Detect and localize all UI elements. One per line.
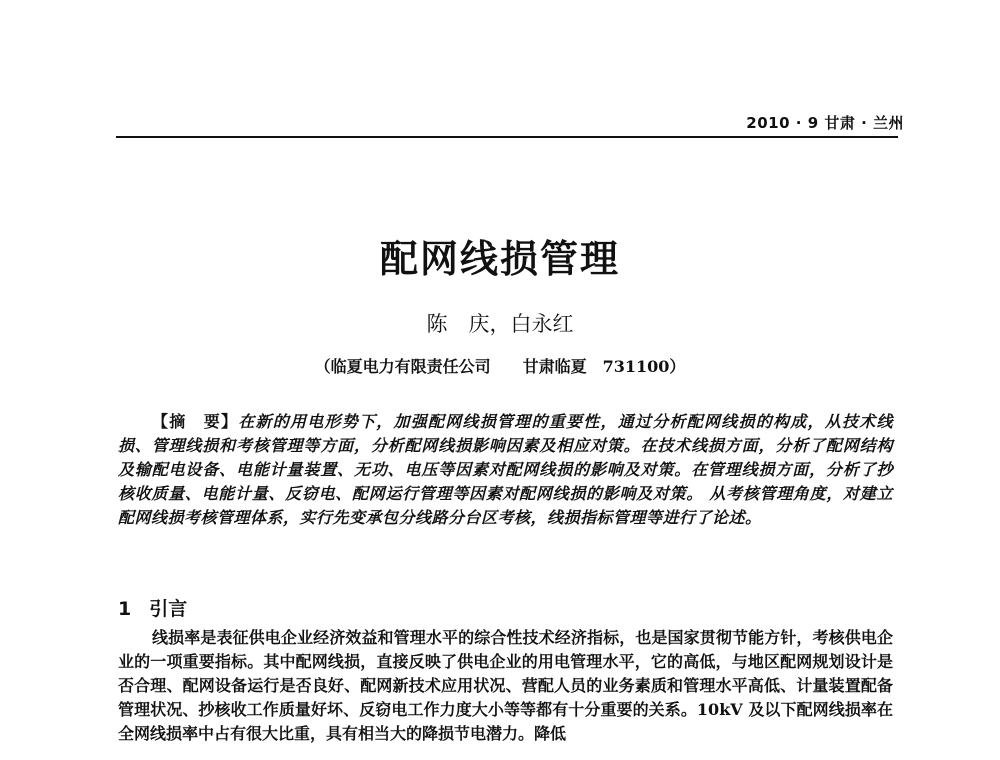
section-number: 1 [118,598,132,620]
section-heading [118,594,187,621]
abstract [118,410,893,530]
abstract-label: 【摘 要】 [152,412,239,431]
paper-authors: 陈 庆，白永红 [426,312,574,336]
running-head: 2010 · 9 甘肃 · 兰州 [746,114,904,132]
section-title: 引言 [149,598,188,620]
paper-title: 配网线损管理 [379,236,620,281]
paper-affiliation: （临夏电力有限责任公司 甘肃临夏 731100） [314,357,686,376]
header-rule [116,136,898,138]
abstract-text: 在新的用电形势下，加强配网线损管理的重要性，通过分析配网线损的构成，从技术线损、管理线损和考核管理等方面，分析配网线损影响因素及相应对策。在技术线损方面，分析了配网结构及输配电设备、电能计量装置、无功、电压等因素对配网线损的影响及对策。在管理线损方面，分析了抄核收质量、电能计量、反窃电、配网运行管理等因素对配网线损的影响及对策。 从考核管理角度，对建立配网线损考核管理体系，实行先变承包分线路分台区考核，线损指标管理等进行了论述。 [118,412,893,527]
body-paragraph: 线损率是表征供电企业经济效益和管理水平的综合性技术经济指标，也是国家贯彻节能方针，考核供电企业的一项重要指标。其中配网线损，直接反映了供电企业的用电管理水平，它的高低，与地区配网规划设计是否合理、配网设备运行是否良好、配网新技术应用状况、营配人员的业务素质和管理水平高低、计量装置配备管理状况、抄核收工作质量好坏、反窃电工作力度大小等等都有十分重要的关系。10kV 及以下配网线损率在全网线损率中占有很大比重，具有相当大的降损节电潜力。降低 [118,628,893,743]
